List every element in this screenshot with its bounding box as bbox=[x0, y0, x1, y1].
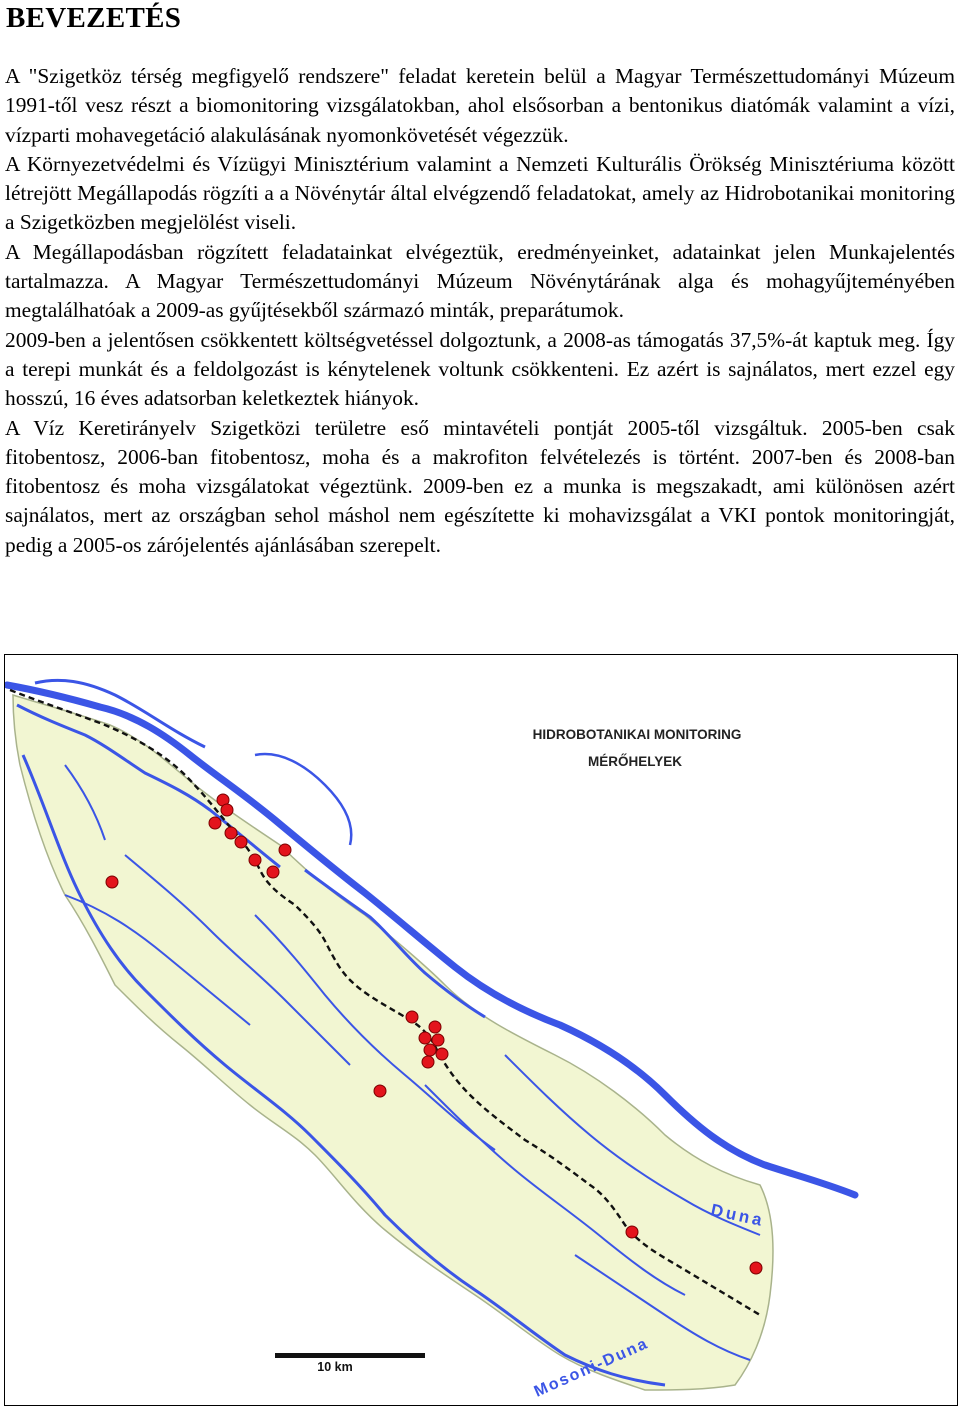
paragraph-5: A Víz Keretirányelv Szigetközi területre eső mintavételi pontját 2005-től vizsgáltuk. 2005-ben csak fitobentosz, 2006-ban fitobentosz, moha és a makrofiton felvételezés is történt. 2007-ben és 2008-ban fitobentosz és moha vizsgálatokat végeztünk. 2009-ben ez a munka is megszakadt, ami különösen azért sajnálatos, mert az országban sehol máshol nem egészítette ki mohavizsgálat a VKI pontok monitoringját, pedig a 2005-os zárójelentés ajánlásában szerepelt. bbox=[5, 415, 955, 557]
site-marker bbox=[422, 1056, 434, 1068]
scale-label: 10 km bbox=[317, 1360, 353, 1374]
section-title: BEVEZETÉS bbox=[6, 2, 182, 34]
site-marker bbox=[424, 1044, 436, 1056]
site-marker bbox=[374, 1085, 386, 1097]
site-marker bbox=[436, 1048, 448, 1060]
site-marker bbox=[106, 876, 118, 888]
site-marker bbox=[235, 836, 247, 848]
paragraph-2: A Környezetvédelmi és Vízügyi Minisztérium valamint a Nemzeti Kulturális Örökség Minisztériuma között létrejött Megállapodás rögzíti a a Növénytár által elvégzendő feladatokat, amely az Hidrobotanikai monitoring a Szigetközben megjelölést viseli. bbox=[5, 151, 955, 235]
map-land bbox=[13, 695, 773, 1390]
site-marker bbox=[279, 844, 291, 856]
site-marker bbox=[249, 854, 261, 866]
body-text bbox=[5, 62, 955, 560]
paragraph-4: 2009-ben a jelentősen csökkentett költségvetéssel dolgoztunk, a 2008-as támogatás 37,5%-át kaptuk meg. Így a terepi munkát és a feldolgozást is kénytelenek voltunk csökkenteni. Ez azért is sajnálatos, mert ezzel egy hosszú, 16 éves adatsorban keletkeztek hiányok. bbox=[5, 327, 955, 411]
danube-label: Duna bbox=[709, 1200, 767, 1231]
site-marker bbox=[432, 1034, 444, 1046]
northern-arm bbox=[255, 754, 351, 845]
paragraph-1: A "Szigetköz térség megfigyelő rendszere" feladat keretein belül a Magyar Természettudományi Múzeum 1991-től vesz részt a biomonitoring vizsgálatokban, ahol elsősorban a bentonikus diatómák valamint a vízi, vízparti mohavegetáció alakulásának nyomonkövetését végezzük. bbox=[5, 64, 955, 147]
map-title-line2: MÉRŐHELYEK bbox=[587, 754, 683, 769]
site-marker bbox=[225, 827, 237, 839]
site-marker bbox=[419, 1032, 431, 1044]
site-marker bbox=[267, 866, 279, 878]
map-title-line1: HIDROBOTANIKAI MONITORING bbox=[532, 727, 742, 742]
site-marker bbox=[209, 817, 221, 829]
paragraph-3: A Megállapodásban rögzített feladatainkat elvégeztük, eredményeinket, adatainkat jelen Munkajelentés tartalmazza. A Magyar Természettudományi Múzeum Növénytárának alga és mohagyűjteményében megtalálhatóak a 2009-as gyűjtésekből származó minták, preparátumok. bbox=[5, 239, 955, 323]
site-marker bbox=[750, 1262, 762, 1274]
site-marker bbox=[626, 1226, 638, 1238]
scale-bar bbox=[275, 1353, 425, 1374]
mosoni-duna-label: Mosoni-Duna bbox=[531, 1334, 652, 1401]
site-marker bbox=[221, 804, 233, 816]
map-svg bbox=[5, 655, 956, 1404]
site-marker bbox=[429, 1021, 441, 1033]
monitoring-map bbox=[4, 654, 958, 1406]
site-marker bbox=[406, 1011, 418, 1023]
